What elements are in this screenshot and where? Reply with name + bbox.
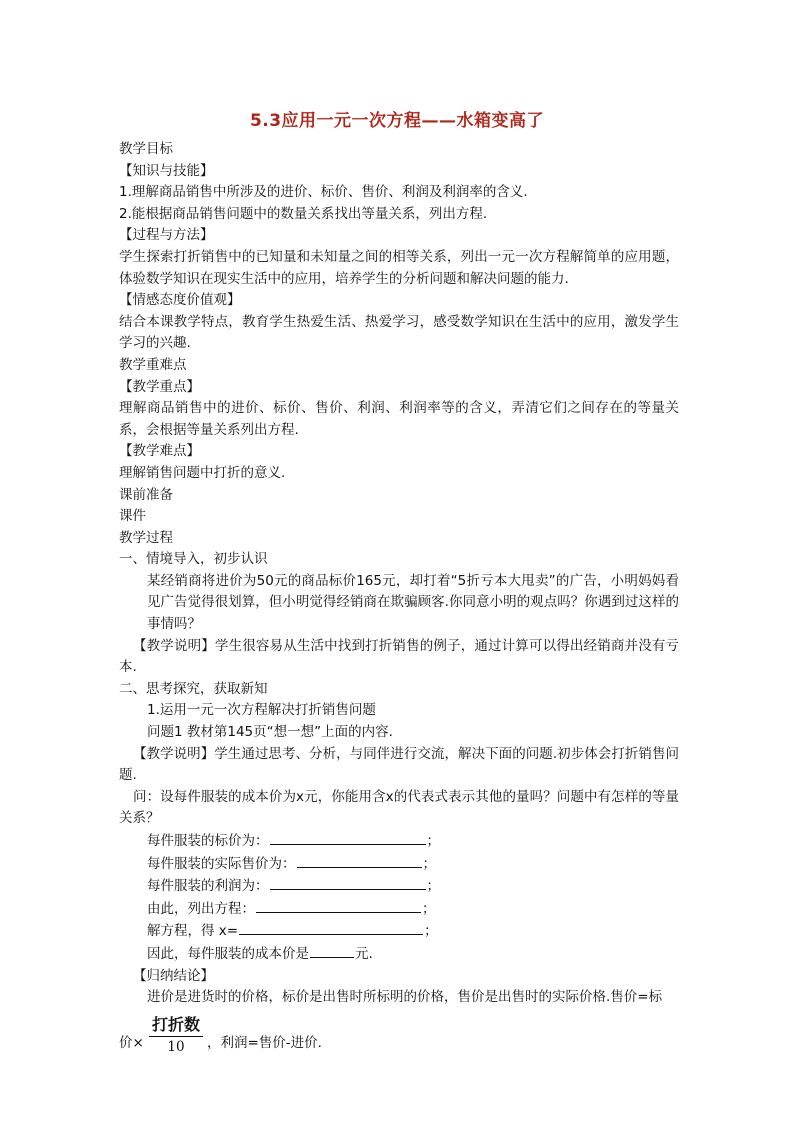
answer-blank[interactable] — [297, 853, 422, 868]
fill-line: 每件服装的标价为： ； — [119, 830, 679, 853]
price-formula: 价× 打折数 10 ，利润=售价-进价. — [119, 1014, 322, 1055]
subheading: 一、情境导入，初步认识 — [119, 551, 268, 568]
fraction — [149, 1015, 203, 1055]
paragraph: 问：设每件服装的成本价为x元，你能用含x的代表式表示其他的量吗？问题中有怎样的等量关系？ — [119, 788, 679, 827]
fill-line: 解方程，得 x= ； — [119, 920, 679, 943]
subheading: 【归纳结论】 — [133, 967, 214, 984]
paragraph: 1.运用一元一次方程解决打折销售问题 — [147, 702, 376, 719]
subheading: 二、思考探究，获取新知 — [119, 680, 268, 697]
section-heading: 教学过程 — [119, 529, 173, 546]
subheading: 【过程与方法】 — [119, 227, 214, 244]
paragraph: 进价是进货时的价格，标价是出售时所标明的价格，售价是出售时的实际价格.售价=标 — [147, 989, 663, 1006]
section-heading: 课前准备 — [119, 486, 173, 503]
answer-blank[interactable] — [310, 943, 354, 958]
paragraph: 结合本课教学特点，教育学生热爱生活、热爱学习，感受数学知识在生活中的应用，激发学生学习的兴趣. — [119, 313, 679, 352]
fill-line: 每件服装的利润为： ； — [119, 875, 679, 898]
paragraph: 【教学说明】学生很容易从生活中找到打折销售的例子，通过计算可以得出经销商并没有亏本. — [119, 637, 679, 676]
paragraph: 2.能根据商品销售问题中的数量关系找出等量关系，列出方程. — [119, 205, 488, 222]
paragraph — [119, 571, 679, 636]
paragraph: 理解销售问题中打折的意义. — [119, 464, 286, 481]
fill-line: 每件服装的实际售价为： ； — [119, 853, 679, 876]
document-title: 5.3应用一元一次方程——水箱变高了 — [249, 111, 545, 131]
fraction-bar — [149, 1036, 203, 1037]
subheading: 【知识与技能】 — [119, 162, 214, 179]
fill-line: 由此，列出方程： ； — [119, 898, 679, 921]
answer-blank[interactable] — [270, 830, 426, 845]
subheading: 【教学重点】 — [119, 378, 200, 395]
paragraph: 理解商品销售中的进价、标价、售价、利润、利润率等的含义，弄清它们之间存在的等量关系，会根据等量关系列出方程. — [119, 400, 679, 438]
paragraph: 1.理解商品销售中所涉及的进价、标价、售价、利润及利润率的含义. — [119, 184, 528, 201]
subheading: 【情感态度价值观】 — [119, 292, 241, 309]
subheading: 【教学难点】 — [119, 443, 200, 460]
paragraph: 【教学说明】学生通过思考、分析，与同伴进行交流，解决下面的问题.初步体会打折销售问题. — [119, 745, 679, 784]
fraction-denominator: 10 — [167, 1038, 185, 1055]
fill-line: 因此，每件服装的成本价是 元. — [119, 943, 679, 966]
section-heading: 教学目标 — [119, 141, 173, 157]
answer-blank[interactable] — [239, 920, 423, 935]
fraction-numerator: 打折数 — [151, 1014, 200, 1034]
section-heading: 教学重难点 — [119, 356, 187, 373]
answer-blank[interactable] — [270, 875, 426, 890]
paragraph-text: 某经销商将进价为50元的商品标价165元，却打着“5折亏本大甩卖”的广告，小明妈妈看见广告觉得很划算，但小明觉得经销商在欺骗顾客.你同意小明的观点吗？你遇到过这样的事情吗？ — [147, 572, 679, 633]
paragraph: 学生探索打折销售中的已知量和未知量之间的相等关系，列出一元一次方程解简单的应用题，体验数学知识在现实生活中的应用，培养学生的分析问题和解决问题的能力. — [119, 248, 679, 287]
paragraph: 问题1 教材第145页“想一想”上面的内容. — [147, 724, 393, 741]
answer-blank[interactable] — [256, 898, 421, 913]
paragraph: 课件 — [119, 508, 146, 525]
document-body — [119, 139, 679, 1059]
